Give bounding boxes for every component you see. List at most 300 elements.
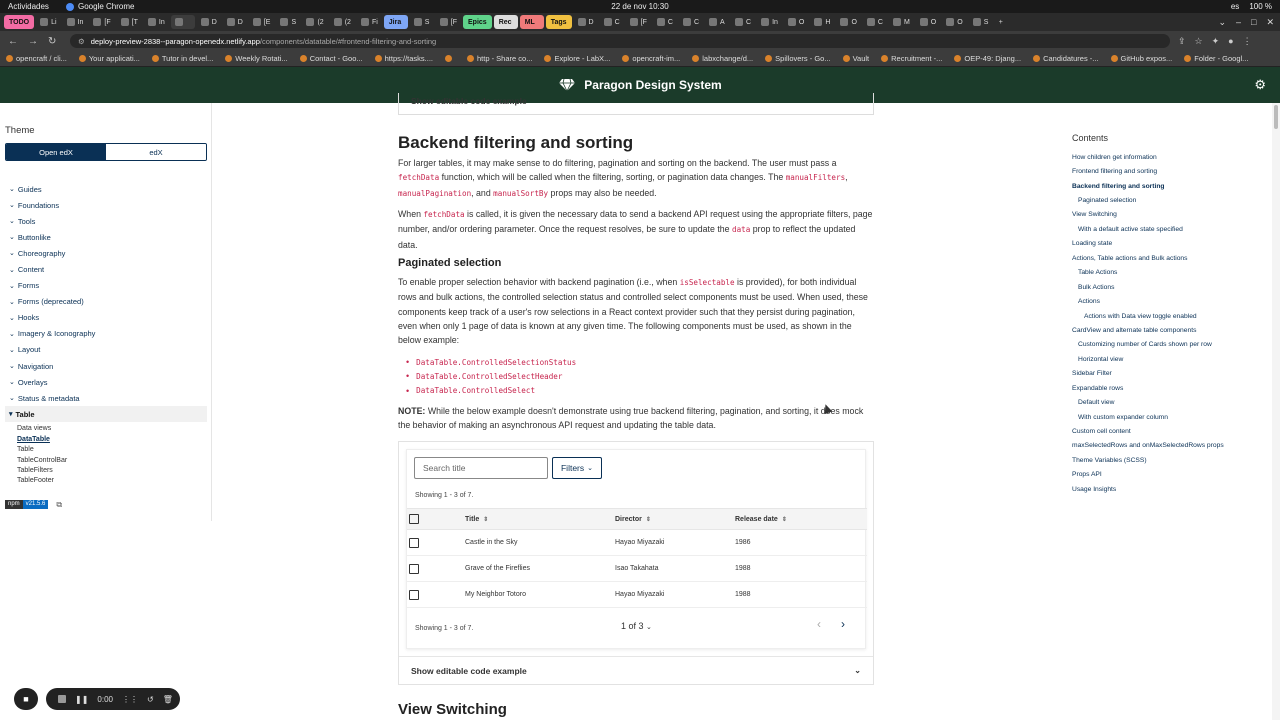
new-tab-button[interactable]: + xyxy=(998,18,1003,26)
theme-option-openedx[interactable]: Open edX xyxy=(6,144,106,160)
browser-tab[interactable] xyxy=(705,15,729,29)
reload-icon[interactable]: ↻ xyxy=(48,35,57,47)
toc-item[interactable]: Sidebar Filter xyxy=(1072,370,1112,378)
tab-favicon-icon xyxy=(630,18,638,26)
search-input[interactable]: Search title xyxy=(414,457,548,479)
toc-item[interactable]: With a default active state specified xyxy=(1078,225,1183,233)
browser-tab[interactable] xyxy=(757,15,782,29)
bookmark-item[interactable] xyxy=(765,54,830,63)
sidebar-item-table[interactable]: Table xyxy=(17,446,34,454)
browser-tab[interactable] xyxy=(249,15,275,29)
bookmark-label: opencraft / cli... xyxy=(16,54,67,63)
selection-status: Showing 1 - 3 of 7. xyxy=(415,492,474,499)
tab-favicon-icon xyxy=(414,18,422,26)
bookmark-item[interactable] xyxy=(375,54,433,63)
browser-tab[interactable] xyxy=(494,15,518,29)
minimize-icon[interactable]: – xyxy=(1236,16,1242,27)
sidebar-item-tablecontrolbar[interactable]: TableControlBar xyxy=(17,456,68,464)
sidebar-group-overlays[interactable] xyxy=(5,374,206,390)
bookmark-label: https://tasks.... xyxy=(384,54,433,63)
toc-item[interactable]: With custom expander column xyxy=(1078,413,1168,421)
tab-label: TODO xyxy=(9,18,30,26)
tab-favicon-icon xyxy=(67,18,75,26)
toc-item[interactable]: Table Actions xyxy=(1078,269,1118,277)
sidebar-group-label: Status & metadata xyxy=(17,393,80,403)
browser-tab[interactable] xyxy=(436,15,461,29)
sidebar-group-imagery-iconography[interactable] xyxy=(5,326,206,342)
bookmark-label: OEP-49: Djang... xyxy=(964,54,1022,63)
chevron-down-icon: ⌄ xyxy=(9,266,15,274)
table-row xyxy=(407,556,867,582)
component-list xyxy=(406,355,576,398)
browser-tab[interactable] xyxy=(144,15,169,29)
screen-recorder-controls xyxy=(46,688,180,710)
sidebar-group-tools[interactable] xyxy=(5,213,206,229)
cell-title: My Neighbor Totoro xyxy=(465,591,526,598)
bookmark-label: Explore - LabX... xyxy=(554,54,611,63)
tab-favicon-icon xyxy=(814,18,822,26)
bookmark-item[interactable] xyxy=(6,54,67,63)
bookmark-favicon-icon xyxy=(881,55,888,62)
page-dropdown[interactable] xyxy=(621,621,652,631)
address-toolbar xyxy=(0,31,1280,51)
bookmark-label: labxchange/d... xyxy=(702,54,754,63)
cell-director: Hayao Miyazaki xyxy=(615,591,665,598)
camera-icon[interactable]: ■ xyxy=(14,688,38,710)
tab-favicon-icon xyxy=(280,18,288,26)
tab-favicon-icon xyxy=(840,18,848,26)
sidebar-item-tablefooter[interactable]: TableFooter xyxy=(17,477,54,485)
bookmark-favicon-icon xyxy=(375,55,382,62)
language-indicator[interactable]: es xyxy=(1230,2,1240,11)
browser-tab[interactable] xyxy=(626,15,651,29)
bookmark-item[interactable] xyxy=(300,54,363,63)
code-fetchdata: fetchData xyxy=(423,210,465,219)
toc-item[interactable]: Expandable rows xyxy=(1072,384,1124,392)
table-row xyxy=(407,582,867,608)
bookmark-favicon-icon xyxy=(544,55,551,62)
example-box xyxy=(398,441,874,685)
bookmark-label: opencraft-im... xyxy=(632,54,681,63)
tab-label: Epics xyxy=(468,18,487,26)
sidebar-item-data-views[interactable]: Data views xyxy=(17,425,52,433)
sidebar-subnav xyxy=(5,422,206,487)
bookmark-favicon-icon xyxy=(467,55,474,62)
bookmark-favicon-icon xyxy=(1033,55,1040,62)
bookmark-item[interactable] xyxy=(445,55,455,62)
toc-item[interactable]: Backend filtering and sorting xyxy=(1072,182,1165,190)
restart-icon[interactable]: ↺ xyxy=(146,694,154,704)
text: , and xyxy=(471,187,494,198)
text: function, which will be called when the filtering, sorting, or pagination data changes. The xyxy=(439,172,786,183)
filters-button[interactable] xyxy=(552,457,602,479)
tab-favicon-icon xyxy=(40,18,48,26)
row-checkbox[interactable] xyxy=(409,538,419,548)
column-header-release-date[interactable] xyxy=(735,509,787,529)
tab-favicon-icon xyxy=(735,18,743,26)
sidebar-group-label: Overlays xyxy=(17,377,48,387)
column-label: Release date xyxy=(735,515,778,523)
npm-version: v21.5.6 xyxy=(23,500,49,509)
filters-label: Filters xyxy=(560,463,585,473)
chevron-down-icon: ⌄ xyxy=(9,346,15,354)
bookmark-label: Candidatures -... xyxy=(1043,54,1099,63)
activities-button[interactable]: Actividades xyxy=(8,2,49,11)
code-example-toggle[interactable] xyxy=(399,656,873,684)
sidebar-group-label: Tools xyxy=(17,216,36,226)
browser-tab[interactable] xyxy=(4,15,34,29)
tab-favicon-icon xyxy=(578,18,586,26)
code-fetchdata: fetchData xyxy=(398,173,440,183)
bookmark-item[interactable] xyxy=(467,54,532,63)
sidebar-group-label: Choreography xyxy=(17,248,66,258)
table-of-contents xyxy=(1072,133,1272,497)
bookmark-favicon-icon xyxy=(622,55,629,62)
diamond-icon xyxy=(558,78,576,92)
browser-tab[interactable] xyxy=(36,15,60,29)
cell-release-date: 1986 xyxy=(735,539,751,546)
back-icon[interactable]: ← xyxy=(8,35,18,47)
tab-favicon-icon xyxy=(761,18,769,26)
site-info-icon[interactable]: ⚙ xyxy=(78,36,85,46)
datatable xyxy=(406,449,866,649)
list-item xyxy=(406,369,576,383)
paragraph-backend xyxy=(398,156,876,201)
forward-icon[interactable]: → xyxy=(28,35,38,47)
bookmark-label: Recruitment -... xyxy=(891,54,943,63)
sidebar-group-label: Forms xyxy=(17,281,40,291)
url-bar[interactable] xyxy=(70,34,1170,48)
sidebar-group-label: Layout xyxy=(17,345,41,355)
sidebar-group-buttonlike[interactable] xyxy=(5,229,206,245)
tab-label: C xyxy=(667,18,673,26)
browser-tab[interactable] xyxy=(197,15,221,29)
toc-item[interactable]: View Switching xyxy=(1072,211,1117,219)
tab-search-icon[interactable]: ⌄ xyxy=(1218,16,1226,27)
browser-tab[interactable] xyxy=(731,15,755,29)
tab-label: [E xyxy=(263,18,271,26)
tab-label: O xyxy=(851,18,857,26)
list-item xyxy=(406,355,576,369)
sidebar-group-forms[interactable] xyxy=(5,278,206,294)
sidebar-group-label: Navigation xyxy=(17,361,54,371)
tab-favicon-icon xyxy=(440,18,448,26)
tab-label: C xyxy=(877,18,883,26)
bookmark-item[interactable] xyxy=(881,54,942,63)
tab-label: In xyxy=(158,18,165,26)
bookmark-item[interactable] xyxy=(954,54,1021,63)
toc-item[interactable]: CardView and alternate table components xyxy=(1072,326,1197,334)
pause-icon[interactable]: ❚❚ xyxy=(75,694,89,704)
bookmark-item[interactable] xyxy=(843,54,870,63)
chevron-down-icon: ⌄ xyxy=(646,624,652,631)
browser-tab[interactable] xyxy=(89,15,114,29)
text: prop to reflect the updated data. xyxy=(398,224,856,250)
gear-icon[interactable]: ⚙ xyxy=(1254,77,1266,92)
browser-tab[interactable] xyxy=(679,15,703,29)
chevron-down-icon: ⌄ xyxy=(9,330,15,338)
toc-item[interactable]: How children get information xyxy=(1072,153,1157,161)
site-title[interactable]: Paragon Design System xyxy=(584,78,722,92)
bookmark-favicon-icon xyxy=(1111,55,1118,62)
bookmark-label: Folder - Googl... xyxy=(1194,54,1249,63)
tab-label: S xyxy=(291,18,297,26)
app-name: Google Chrome xyxy=(78,2,135,11)
toc-item[interactable]: Usage Insights xyxy=(1072,485,1117,493)
chevron-down-icon: ⌄ xyxy=(9,186,15,194)
chevron-down-icon: ⌄ xyxy=(9,282,15,290)
page-scrollbar[interactable] xyxy=(1272,103,1280,720)
note-text: While the below example doesn't demonstrate using true backend filtering, pagination, and sorting, it does mock the behavior of making an asynchronous API request and updating the table data. xyxy=(398,406,864,431)
text: To enable proper selection behavior with backend pagination (i.e., when xyxy=(398,277,680,287)
bookmark-item[interactable] xyxy=(692,54,753,63)
bookmark-label: Tutor in devel... xyxy=(161,54,214,63)
bookmark-label: http - Share co... xyxy=(477,54,533,63)
sort-icon: ⇕ xyxy=(645,516,651,523)
column-header-director[interactable] xyxy=(615,509,651,529)
row-checkbox[interactable] xyxy=(409,564,419,574)
bookmark-favicon-icon xyxy=(79,55,86,62)
tab-label: ML xyxy=(524,18,535,26)
tab-favicon-icon xyxy=(973,18,981,26)
toc-item[interactable]: Paginated selection xyxy=(1078,197,1137,205)
paragraph-fetchdata xyxy=(398,207,876,252)
bookmark-favicon-icon xyxy=(765,55,772,62)
browser-tab[interactable] xyxy=(357,15,382,29)
browser-tab[interactable] xyxy=(546,15,572,29)
select-all-cell xyxy=(409,509,419,529)
chevron-down-icon: ⌄ xyxy=(9,202,15,210)
chevron-down-icon: ⌄ xyxy=(854,666,861,675)
close-window-icon[interactable]: ✕ xyxy=(1266,16,1274,27)
cell-title: Grave of the Fireflies xyxy=(465,565,530,572)
bookmark-item[interactable] xyxy=(544,54,610,63)
tab-label: C xyxy=(746,18,752,26)
toc-item[interactable]: Props API xyxy=(1072,471,1102,479)
bookmark-label: GitHub expos... xyxy=(1120,54,1173,63)
toc-item[interactable]: maxSelectedRows and onMaxSelectedRows props xyxy=(1072,442,1224,450)
trash-icon[interactable]: 🗑 xyxy=(162,694,173,704)
cell-title: Castle in the Sky xyxy=(465,539,518,546)
sidebar-group-navigation[interactable] xyxy=(5,358,206,374)
column-header-title[interactable] xyxy=(465,509,488,529)
toc-item[interactable]: Bulk Actions xyxy=(1078,283,1115,291)
browser-tab[interactable] xyxy=(520,15,544,29)
sidebar-group-label: Table xyxy=(15,409,35,419)
next-page-icon[interactable]: › xyxy=(841,617,845,631)
bookmark-label: Your applicati... xyxy=(88,54,140,63)
browser-tab[interactable] xyxy=(302,15,327,29)
menu-icon[interactable]: ⋮ xyxy=(1242,35,1252,46)
code-data: data xyxy=(732,225,751,235)
toc-item[interactable]: Theme Variables (SCSS) xyxy=(1072,456,1147,464)
prev-page-icon[interactable]: ‹ xyxy=(817,617,821,631)
section-heading: Backend filtering and sorting xyxy=(398,133,634,152)
tab-label: C xyxy=(614,18,620,26)
tab-favicon-icon xyxy=(709,18,717,26)
bookmark-item[interactable] xyxy=(1033,54,1098,63)
tab-favicon-icon xyxy=(306,18,314,26)
browser-tab[interactable] xyxy=(117,15,142,29)
bookmark-favicon-icon xyxy=(954,55,961,62)
profile-avatar[interactable]: ● xyxy=(1228,35,1234,46)
sidebar-group-label: Guides xyxy=(17,184,42,194)
tab-favicon-icon xyxy=(93,18,101,26)
extensions-icon[interactable]: ✦ xyxy=(1211,35,1220,46)
row-checkbox[interactable] xyxy=(409,590,419,600)
browser-tab[interactable] xyxy=(63,15,88,29)
sidebar-group-forms-deprecated[interactable] xyxy=(5,294,206,310)
tab-label: S xyxy=(983,18,989,26)
sidebar-group-layout[interactable] xyxy=(5,342,206,358)
tab-favicon-icon xyxy=(334,18,342,26)
bookmark-item[interactable] xyxy=(152,54,213,63)
tab-label: A xyxy=(720,18,725,26)
bookmark-item[interactable] xyxy=(79,54,140,63)
bookmark-favicon-icon xyxy=(225,55,232,62)
battery-indicator[interactable]: 100 % xyxy=(1249,2,1272,11)
toc-item[interactable]: Customizing number of Cards shown per row xyxy=(1078,341,1212,349)
chevron-down-icon: ⌄ xyxy=(9,379,15,387)
toc-item[interactable]: Actions xyxy=(1078,298,1100,306)
browser-tab[interactable] xyxy=(330,15,355,29)
code-manualsortby: manualSortBy xyxy=(493,188,549,198)
tab-label: [F xyxy=(450,18,458,26)
chevron-down-icon: ⌄ xyxy=(9,363,15,371)
toc-item[interactable]: Frontend filtering and sorting xyxy=(1072,168,1158,176)
scrollbar-thumb[interactable] xyxy=(1274,105,1278,129)
bookmark-favicon-icon xyxy=(6,55,13,62)
bookmark-item[interactable] xyxy=(1184,54,1248,63)
cell-release-date: 1988 xyxy=(735,591,751,598)
sidebar-group-hooks[interactable] xyxy=(5,310,206,326)
bookmark-favicon-icon xyxy=(843,55,850,62)
code-item: • DataTable.ControlledSelectionStatus xyxy=(416,357,577,367)
toc-item[interactable]: Horizontal view xyxy=(1078,355,1124,363)
cell-release-date: 1988 xyxy=(735,565,751,572)
browser-tab[interactable] xyxy=(889,15,914,29)
bookmark-favicon-icon xyxy=(1184,55,1191,62)
maximize-icon[interactable]: □ xyxy=(1251,16,1257,27)
browser-tab[interactable] xyxy=(863,15,887,29)
toc-item[interactable]: Actions with Data view toggle enabled xyxy=(1084,312,1197,320)
npm-version-badge[interactable] xyxy=(5,500,48,509)
chevron-down-icon: ⌄ xyxy=(9,218,15,226)
chevron-down-icon: ▾ xyxy=(9,411,13,419)
browser-tab[interactable] xyxy=(942,15,966,29)
bookmark-item[interactable] xyxy=(1111,54,1173,63)
toc-item[interactable]: Actions, Table actions and Bulk actions xyxy=(1072,254,1188,262)
sidebar-item-tablefilters[interactable]: TableFilters xyxy=(17,466,53,474)
tab-label: D xyxy=(211,18,217,26)
next-section-heading: View Switching xyxy=(398,701,507,718)
theme-option-edx[interactable]: edX xyxy=(106,144,206,160)
code-manualfilters: manualFilters xyxy=(785,173,846,183)
theme-switcher xyxy=(5,143,207,161)
browser-tab[interactable] xyxy=(653,15,677,29)
sidebar-group-status-metadata[interactable] xyxy=(5,390,206,406)
browser-tab[interactable] xyxy=(600,15,624,29)
toc-item[interactable]: Loading state xyxy=(1072,240,1113,248)
tab-favicon-icon xyxy=(175,18,183,26)
bookmark-item[interactable] xyxy=(622,54,680,63)
browser-tab[interactable] xyxy=(784,15,808,29)
code-manualpagination: manualPagination xyxy=(398,188,472,198)
text: When xyxy=(398,209,424,219)
browser-tab[interactable] xyxy=(463,15,492,29)
table-header xyxy=(407,508,867,530)
text: , xyxy=(845,172,848,183)
sidebar-group-table[interactable] xyxy=(5,406,207,422)
sidebar-item-datatable[interactable]: DataTable xyxy=(17,435,50,443)
browser-tab[interactable] xyxy=(223,15,247,29)
chrome-icon xyxy=(66,3,74,11)
toc-item[interactable]: Custom cell content xyxy=(1072,428,1131,436)
bookmark-item[interactable] xyxy=(225,54,287,63)
browser-tab[interactable] xyxy=(810,15,834,29)
sidebar-group-label: Hooks xyxy=(17,313,40,323)
browser-tab[interactable] xyxy=(276,15,300,29)
browser-tab[interactable] xyxy=(410,15,434,29)
sidebar-group-choreography[interactable] xyxy=(5,245,206,261)
browser-tab[interactable] xyxy=(384,15,408,29)
sidebar-group-content[interactable] xyxy=(5,261,206,277)
bookmark-star-icon[interactable]: ☆ xyxy=(1194,35,1203,46)
tab-label: O xyxy=(798,18,805,26)
grid-icon[interactable]: ⋮⋮ xyxy=(121,694,138,704)
tab-label: (2 xyxy=(344,18,351,26)
browser-tab[interactable] xyxy=(969,15,993,29)
toc-item[interactable]: Default view xyxy=(1078,399,1115,407)
subsection-heading: Paginated selection xyxy=(398,257,502,269)
bookmark-favicon-icon xyxy=(300,55,307,62)
recording-time: 0:00 xyxy=(97,694,113,704)
tab-label: D xyxy=(237,18,243,26)
code-example-toggle-top[interactable]: Show editable code example xyxy=(398,93,874,115)
code-isselectable: isSelectable xyxy=(679,278,735,287)
npm-label: npm xyxy=(5,500,23,509)
code-item: • DataTable.ControlledSelectHeader xyxy=(416,371,563,381)
theme-label: Theme xyxy=(5,125,35,136)
text: props may also be needed. xyxy=(548,187,657,198)
sidebar-group-foundations[interactable] xyxy=(5,197,206,213)
tab-favicon-icon xyxy=(201,18,209,26)
tab-favicon-icon xyxy=(867,18,875,26)
browser-tab[interactable] xyxy=(916,15,940,29)
tab-favicon-icon xyxy=(148,18,156,26)
tab-favicon-icon xyxy=(657,18,665,26)
text: is called, it is given the necessary data to send a backend API request using the appropriate filters, page number, and/or ordering parameter. Once the request resolves, be sure to update the xyxy=(398,209,873,235)
tab-label: O xyxy=(930,18,937,26)
browser-tab[interactable] xyxy=(574,15,598,29)
select-all-checkbox[interactable] xyxy=(409,514,419,524)
code-toggle-label: Show editable code example xyxy=(411,665,527,676)
column-label: Title xyxy=(465,515,480,523)
external-link-icon[interactable]: ⧉ xyxy=(56,499,63,509)
browser-tab[interactable] xyxy=(836,15,860,29)
sidebar-group-guides[interactable] xyxy=(5,181,206,197)
share-icon[interactable]: ⇪ xyxy=(1178,35,1186,46)
tab-label: D xyxy=(588,18,594,26)
stop-icon[interactable] xyxy=(58,695,66,703)
app-menu[interactable] xyxy=(66,2,134,11)
browser-tab[interactable] xyxy=(171,15,195,29)
note-label: NOTE: xyxy=(398,406,426,416)
url-path: /components/datatable/#frontend-filtering-and-sorting xyxy=(259,36,437,46)
tab-label: In xyxy=(77,18,84,26)
bookmark-label: Weekly Rotati... xyxy=(235,54,288,63)
list-item xyxy=(406,384,576,398)
